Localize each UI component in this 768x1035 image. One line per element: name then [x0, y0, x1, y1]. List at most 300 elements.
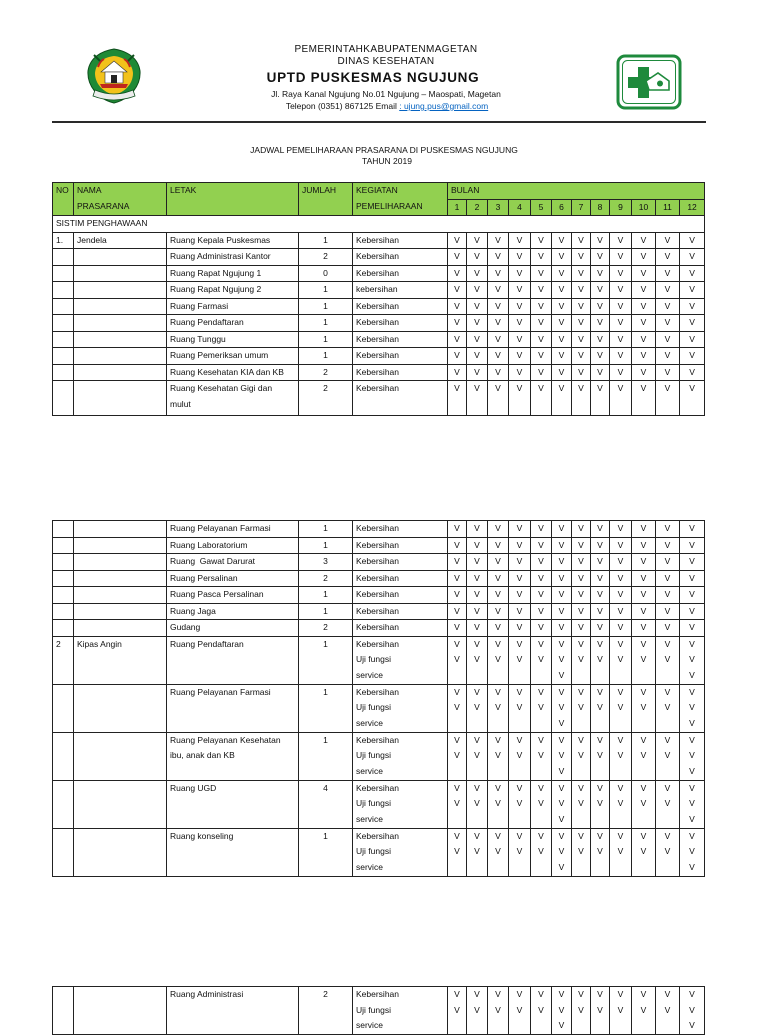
schedule-mark: V	[578, 638, 584, 649]
nama-prasarana-cell	[74, 298, 167, 315]
month-header: 3	[488, 199, 509, 216]
month-cell-5	[531, 232, 552, 249]
schedule-mark: V	[538, 234, 544, 245]
month-cell-1	[448, 348, 467, 365]
jumlah-cell: 1	[299, 298, 353, 315]
month-cell-2	[467, 603, 488, 620]
schedule-mark: V	[689, 333, 695, 344]
month-cell-4	[509, 521, 531, 538]
schedule-mark	[531, 668, 551, 684]
schedule-mark: V	[617, 267, 624, 278]
month-cell-11	[656, 298, 680, 315]
schedule-mark: V	[689, 589, 695, 599]
schedule-mark: V	[495, 523, 501, 533]
month-cell-9	[610, 570, 632, 587]
month-header: 6	[552, 199, 572, 216]
month-cell-5	[531, 828, 552, 876]
month-cell-3	[488, 364, 509, 381]
schedule-mark: V	[617, 366, 624, 377]
schedule-mark: V	[558, 333, 565, 344]
col-header-nama-prasarana	[74, 183, 167, 216]
kegiatan-label: service	[356, 717, 383, 728]
schedule-mark: V	[516, 383, 523, 393]
month-cell-11	[656, 636, 680, 684]
nama-prasarana-cell	[74, 587, 167, 604]
schedule-mark: V	[689, 523, 695, 533]
schedule-mark: V	[664, 267, 671, 278]
magetan-regency-emblem-icon	[86, 47, 142, 105]
month-cell-11	[656, 780, 680, 828]
schedule-mark: V	[617, 686, 624, 697]
schedule-mark: V	[538, 750, 544, 760]
month-cell-7	[572, 315, 591, 332]
schedule-mark: V	[578, 605, 584, 616]
schedule-mark: V	[495, 798, 501, 808]
schedule-mark	[531, 860, 551, 876]
schedule-mark: V	[495, 300, 501, 311]
schedule-mark	[572, 860, 590, 876]
table-row	[53, 331, 705, 348]
month-cell-8	[591, 537, 610, 554]
month-cell-3	[488, 315, 509, 332]
schedule-mark: V	[558, 702, 565, 712]
month-cell-8	[591, 780, 610, 828]
month-cell-12	[680, 554, 705, 571]
schedule-mark: V	[664, 750, 671, 760]
schedule-mark: V	[454, 350, 460, 360]
month-cell-5	[531, 603, 552, 620]
schedule-mark: V	[538, 798, 544, 808]
month-cell-12	[680, 265, 705, 282]
schedule-mark: V	[538, 830, 544, 841]
schedule-mark: V	[597, 638, 603, 649]
month-cell-4	[509, 554, 531, 571]
schedule-mark: V	[640, 234, 647, 245]
month-cell-2	[467, 298, 488, 315]
month-cell-1	[448, 331, 467, 348]
schedule-mark: V	[640, 523, 647, 533]
month-cell-7	[572, 636, 591, 684]
schedule-mark: V	[689, 782, 695, 793]
schedule-mark: V	[597, 572, 603, 583]
month-cell-9	[610, 537, 632, 554]
schedule-mark: V	[597, 556, 603, 566]
kegiatan-cell	[353, 587, 448, 604]
schedule-mark: V	[454, 798, 460, 808]
month-cell-7	[572, 537, 591, 554]
schedule-mark: V	[640, 654, 647, 664]
month-cell-7	[572, 265, 591, 282]
schedule-mark: V	[495, 605, 501, 616]
month-cell-2	[467, 521, 488, 538]
letak-cell: Ruang Pendaftaran	[167, 315, 299, 332]
month-cell-12	[680, 732, 705, 780]
puskesmas-logo-icon	[616, 54, 682, 110]
schedule-mark	[488, 716, 508, 732]
month-cell-4	[509, 587, 531, 604]
schedule-mark: V	[597, 366, 603, 377]
schedule-mark: V	[538, 1004, 544, 1015]
schedule-mark: V	[664, 366, 671, 377]
schedule-mark	[509, 716, 530, 732]
month-cell-6	[552, 232, 572, 249]
schedule-mark: V	[495, 830, 501, 841]
no-cell	[53, 537, 74, 554]
schedule-mark: V	[664, 734, 671, 745]
schedule-mark	[572, 668, 590, 684]
month-cell-6	[552, 298, 572, 315]
schedule-mark: V	[516, 798, 523, 808]
schedule-mark: V	[495, 1004, 501, 1015]
kegiatan-cell	[353, 249, 448, 266]
schedule-mark: V	[578, 333, 584, 344]
kegiatan-label: Uji fungsi	[356, 1004, 391, 1015]
schedule-table-3-wrapper	[52, 986, 705, 1030]
kegiatan-label: service	[356, 813, 383, 824]
no-cell	[53, 265, 74, 282]
month-cell-4	[509, 282, 531, 299]
month-cell-5	[531, 265, 552, 282]
letak-cell: Ruang Administrasi	[167, 987, 299, 1035]
schedule-mark	[488, 812, 508, 828]
schedule-mark: V	[689, 798, 695, 808]
nama-prasarana-cell	[74, 282, 167, 299]
month-cell-10	[632, 732, 656, 780]
month-cell-5	[531, 620, 552, 637]
month-header: 7	[572, 199, 591, 216]
schedule-mark: V	[640, 750, 647, 760]
jumlah-cell: 1	[299, 232, 353, 249]
col-header-nama-line: NAMA	[77, 185, 102, 195]
no-cell	[53, 603, 74, 620]
schedule-mark	[448, 860, 466, 876]
month-cell-4	[509, 348, 531, 365]
schedule-mark	[656, 860, 679, 876]
schedule-mark: V	[640, 702, 647, 712]
schedule-mark	[509, 764, 530, 780]
schedule-mark: V	[597, 846, 603, 856]
schedule-mark: V	[689, 572, 695, 583]
schedule-mark: V	[558, 300, 565, 311]
month-cell-7	[572, 331, 591, 348]
schedule-mark: V	[495, 686, 501, 697]
schedule-mark: V	[617, 556, 624, 566]
no-cell	[53, 620, 74, 637]
nama-prasarana-cell	[74, 364, 167, 381]
month-cell-8	[591, 620, 610, 637]
schedule-mark: V	[617, 333, 624, 344]
month-cell-12	[680, 828, 705, 876]
schedule-mark	[467, 812, 487, 828]
kegiatan-label: Uji fungsi	[356, 846, 391, 856]
schedule-mark: V	[597, 622, 603, 632]
month-cell-7	[572, 249, 591, 266]
schedule-mark	[632, 668, 655, 684]
schedule-mark	[572, 812, 590, 828]
schedule-mark: V	[578, 251, 584, 261]
contact-phone-label: Telepon (0351) 867125 Email	[285, 101, 400, 111]
schedule-mark: V	[617, 350, 624, 360]
schedule-mark: V	[516, 539, 523, 550]
nama-prasarana-cell	[74, 554, 167, 571]
month-cell-2	[467, 570, 488, 587]
nama-prasarana-cell	[74, 780, 167, 828]
schedule-mark: V	[538, 989, 544, 999]
schedule-mark: V	[597, 798, 603, 808]
schedule-mark: V	[689, 622, 695, 632]
schedule-mark: V	[664, 605, 671, 616]
kegiatan-label: Kebersihan	[356, 539, 400, 550]
month-cell-1	[448, 265, 467, 282]
letak-cell: Ruang Gawat Darurat	[167, 554, 299, 571]
schedule-mark: V	[664, 782, 671, 793]
schedule-mark: V	[474, 523, 480, 533]
schedule-mark: V	[454, 267, 460, 278]
month-cell-5	[531, 684, 552, 732]
schedule-mark: V	[689, 654, 695, 664]
schedule-mark: V	[664, 383, 671, 393]
schedule-table	[52, 182, 705, 416]
month-cell-5	[531, 570, 552, 587]
schedule-mark: V	[617, 846, 624, 856]
letak-cell: Ruang Pemeriksan umum	[167, 348, 299, 365]
schedule-mark: V	[578, 734, 584, 745]
schedule-mark: V	[474, 556, 480, 566]
email-link[interactable]: : ujung.pus@gmail.com	[399, 101, 489, 111]
schedule-mark: V	[597, 989, 603, 999]
schedule-mark: V	[516, 350, 523, 360]
schedule-mark: V	[689, 669, 695, 680]
schedule-mark: V	[578, 234, 584, 245]
jumlah-cell: 2	[299, 381, 353, 416]
month-cell-6	[552, 684, 572, 732]
month-cell-1	[448, 620, 467, 637]
schedule-mark: V	[640, 989, 647, 999]
kegiatan-cell	[353, 348, 448, 365]
month-cell-11	[656, 282, 680, 299]
schedule-mark: V	[474, 750, 480, 760]
schedule-mark: V	[516, 523, 523, 533]
schedule-mark: V	[454, 317, 460, 327]
month-cell-10	[632, 780, 656, 828]
letak-cell: Ruang Administrasi Kantor	[167, 249, 299, 266]
schedule-mark: V	[474, 251, 480, 261]
schedule-mark: V	[689, 702, 695, 712]
schedule-mark: V	[538, 317, 544, 327]
schedule-mark: V	[640, 317, 647, 327]
month-cell-6	[552, 780, 572, 828]
month-cell-2	[467, 348, 488, 365]
month-cell-8	[591, 249, 610, 266]
month-cell-2	[467, 636, 488, 684]
schedule-mark: V	[689, 605, 695, 616]
jumlah-cell: 1	[299, 603, 353, 620]
month-cell-12	[680, 249, 705, 266]
schedule-mark: V	[538, 366, 544, 377]
schedule-mark: V	[538, 605, 544, 616]
no-cell	[53, 249, 74, 266]
month-cell-3	[488, 828, 509, 876]
table-row	[53, 315, 705, 332]
schedule-mark: V	[597, 267, 603, 278]
month-cell-8	[591, 732, 610, 780]
kegiatan-cell	[353, 521, 448, 538]
schedule-mark: V	[474, 1004, 480, 1015]
schedule-mark: V	[640, 686, 647, 697]
schedule-mark: V	[578, 572, 584, 583]
schedule-mark: V	[474, 572, 480, 583]
month-cell-2	[467, 587, 488, 604]
month-cell-3	[488, 636, 509, 684]
month-cell-1	[448, 780, 467, 828]
month-cell-1	[448, 298, 467, 315]
letak-cell: Ruang Pelayanan Farmasi	[167, 521, 299, 538]
schedule-mark: V	[474, 383, 480, 393]
schedule-mark	[610, 1018, 631, 1034]
schedule-mark: V	[597, 686, 603, 697]
month-cell-2	[467, 828, 488, 876]
schedule-mark: V	[538, 556, 544, 566]
month-cell-8	[591, 554, 610, 571]
schedule-mark: V	[689, 765, 695, 776]
schedule-mark: V	[538, 654, 544, 664]
month-cell-1	[448, 315, 467, 332]
schedule-mark: V	[538, 638, 544, 649]
schedule-mark: V	[689, 556, 695, 566]
schedule-mark: V	[495, 366, 501, 377]
schedule-mark: V	[538, 734, 544, 745]
schedule-mark: V	[664, 539, 671, 550]
month-cell-3	[488, 348, 509, 365]
table-header	[53, 183, 705, 216]
col-header-no: NO	[53, 183, 74, 216]
schedule-mark: V	[474, 782, 480, 793]
schedule-mark: V	[578, 523, 584, 533]
letak-cell: Ruang Kesehatan Gigi dan mulut	[167, 381, 299, 416]
kegiatan-label: Kebersihan	[356, 572, 400, 583]
nama-prasarana-cell	[74, 732, 167, 780]
schedule-mark: V	[689, 366, 695, 377]
table-header-row	[53, 183, 705, 200]
month-cell-12	[680, 381, 705, 416]
table-row	[53, 298, 705, 315]
month-cell-2	[467, 232, 488, 249]
schedule-mark: V	[474, 686, 480, 697]
no-cell: 1.	[53, 232, 74, 249]
schedule-mark: V	[578, 267, 584, 278]
schedule-mark: V	[454, 846, 460, 856]
schedule-mark: V	[578, 989, 584, 999]
month-cell-6	[552, 381, 572, 416]
month-cell-12	[680, 364, 705, 381]
schedule-mark	[610, 812, 631, 828]
schedule-mark: V	[495, 989, 501, 999]
schedule-mark: V	[640, 267, 647, 278]
month-cell-1	[448, 554, 467, 571]
schedule-mark: V	[640, 830, 647, 841]
month-cell-2	[467, 554, 488, 571]
month-cell-7	[572, 603, 591, 620]
kegiatan-label: Uji fungsi	[356, 702, 391, 712]
schedule-mark: V	[578, 556, 584, 566]
schedule-mark: V	[578, 383, 584, 393]
no-cell	[53, 348, 74, 365]
schedule-mark: V	[558, 669, 565, 680]
month-cell-11	[656, 684, 680, 732]
schedule-mark: V	[617, 605, 624, 616]
month-cell-5	[531, 331, 552, 348]
nama-prasarana-cell	[74, 348, 167, 365]
schedule-mark: V	[516, 622, 523, 632]
schedule-mark: V	[640, 622, 647, 632]
month-cell-10	[632, 249, 656, 266]
month-cell-10	[632, 282, 656, 299]
month-cell-10	[632, 381, 656, 416]
month-cell-12	[680, 603, 705, 620]
schedule-mark: V	[474, 366, 480, 377]
kegiatan-cell	[353, 620, 448, 637]
schedule-mark: V	[516, 251, 523, 261]
no-cell	[53, 381, 74, 416]
jumlah-cell: 1	[299, 684, 353, 732]
month-cell-4	[509, 265, 531, 282]
month-cell-2	[467, 282, 488, 299]
month-cell-12	[680, 987, 705, 1035]
schedule-mark: V	[664, 350, 671, 360]
schedule-mark: V	[454, 333, 460, 344]
month-cell-12	[680, 537, 705, 554]
jumlah-cell: 0	[299, 265, 353, 282]
schedule-mark: V	[474, 284, 480, 294]
schedule-mark: V	[689, 350, 695, 360]
table-row	[53, 780, 705, 828]
schedule-mark: V	[578, 654, 584, 664]
schedule-mark: V	[597, 284, 603, 294]
schedule-mark: V	[578, 622, 584, 632]
month-cell-3	[488, 780, 509, 828]
schedule-mark: V	[538, 383, 544, 393]
schedule-mark: V	[689, 734, 695, 745]
month-cell-9	[610, 232, 632, 249]
schedule-mark: V	[640, 605, 647, 616]
no-cell	[53, 331, 74, 348]
schedule-mark: V	[495, 622, 501, 632]
schedule-mark: V	[474, 539, 480, 550]
schedule-mark	[488, 1018, 508, 1034]
month-cell-10	[632, 521, 656, 538]
schedule-mark: V	[558, 1004, 565, 1015]
kegiatan-label: Kebersihan	[356, 734, 400, 745]
schedule-mark: V	[558, 638, 565, 649]
schedule-mark: V	[689, 750, 695, 760]
schedule-mark: V	[454, 702, 460, 712]
schedule-mark: V	[597, 589, 603, 599]
schedule-mark	[488, 764, 508, 780]
month-cell-5	[531, 249, 552, 266]
month-cell-5	[531, 587, 552, 604]
schedule-mark: V	[617, 702, 624, 712]
nama-prasarana-cell	[74, 684, 167, 732]
month-cell-10	[632, 364, 656, 381]
nama-prasarana-cell	[74, 331, 167, 348]
schedule-mark	[467, 860, 487, 876]
schedule-mark: V	[558, 284, 565, 294]
month-cell-9	[610, 265, 632, 282]
jumlah-cell: 1	[299, 587, 353, 604]
schedule-mark	[591, 1018, 609, 1034]
kegiatan-cell	[353, 537, 448, 554]
month-cell-2	[467, 265, 488, 282]
